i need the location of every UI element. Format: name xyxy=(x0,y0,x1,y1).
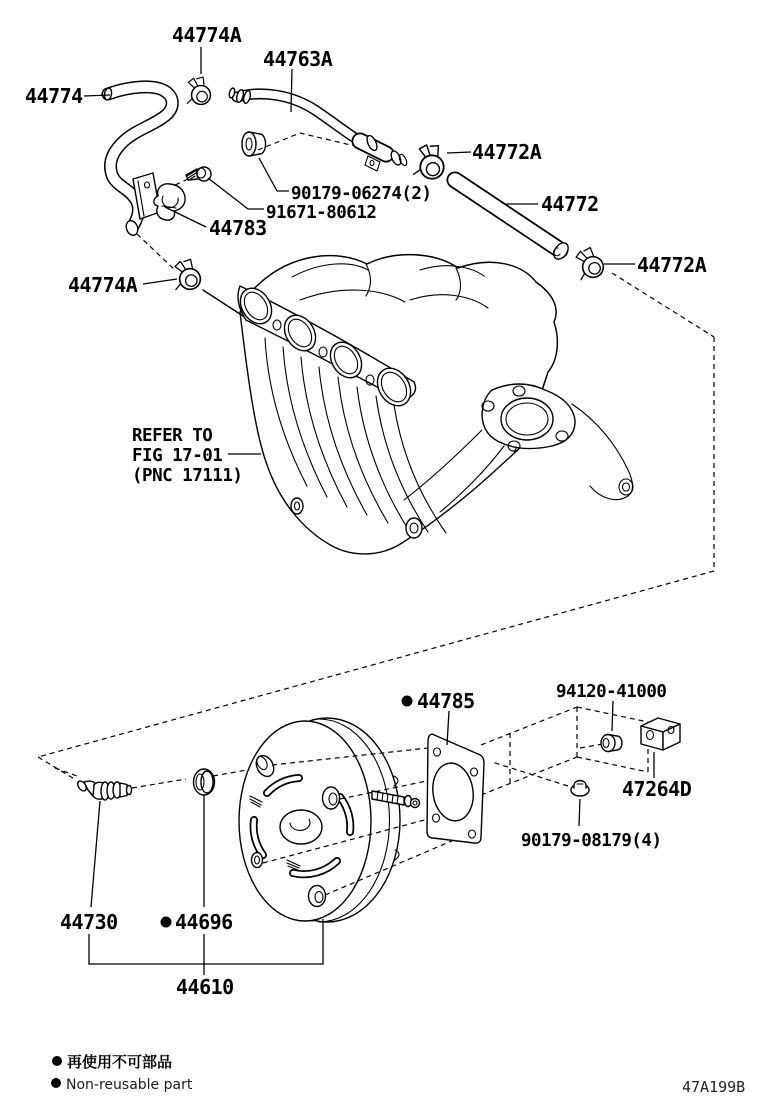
check-valve-44730-drawing xyxy=(76,779,132,800)
callout-90179-06274: 90179-06274(2) xyxy=(291,184,432,204)
intake-manifold-drawing xyxy=(234,255,633,554)
callout-90179-08179: 90179-08179(4) xyxy=(521,831,662,851)
callout-44783: 44783 xyxy=(209,216,267,240)
grommet-44696-drawing xyxy=(194,769,215,795)
callout-44785: 44785 xyxy=(417,689,475,713)
clamp-to-port-line xyxy=(203,290,243,316)
callout-44610: 44610 xyxy=(176,975,234,999)
callout-44763A: 44763A xyxy=(263,47,333,71)
non-reusable-bullet-44696 xyxy=(161,917,172,928)
nut-90179-06274-drawing xyxy=(242,132,266,156)
legend-english: Non-reusable part xyxy=(66,1077,193,1093)
booster-gasket-44785-drawing xyxy=(427,734,484,843)
callout-44774: 44774 xyxy=(25,84,83,108)
bolt-91671-80612-drawing xyxy=(186,167,211,181)
hose-clamp-44772A-2 xyxy=(573,245,605,280)
callout-44772A-2: 44772A xyxy=(637,253,707,277)
callout-94120-41000: 94120-41000 xyxy=(556,682,667,702)
brake-booster-44610-drawing xyxy=(239,718,420,922)
callout-44772: 44772 xyxy=(541,192,599,216)
non-reusable-bullet-en xyxy=(51,1078,61,1088)
nut-94120-41000-drawing xyxy=(601,735,622,752)
refer-note-line2: FIG 17-01 xyxy=(132,446,223,466)
hose-clamp-44772A-1 xyxy=(413,142,447,180)
bracket-47264D-drawing xyxy=(641,718,680,750)
callout-44774A-top: 44774A xyxy=(172,23,242,47)
hose-union-fitting xyxy=(360,134,408,171)
callout-44696: 44696 xyxy=(175,910,233,934)
drawing-code: 47A199B xyxy=(682,1078,746,1096)
callout-47264D: 47264D xyxy=(622,777,692,801)
callout-44774A-2: 44774A xyxy=(68,273,138,297)
callout-44772A-1: 44772A xyxy=(472,140,542,164)
manifold-throttle-flange xyxy=(482,384,575,451)
legend xyxy=(51,1053,745,1096)
hose-clamp-44774A-top xyxy=(187,77,210,104)
non-reusable-bullet-jp xyxy=(52,1056,62,1066)
refer-note-line3: (PNC 17111) xyxy=(132,466,243,486)
vacuum-hose-44763A-drawing xyxy=(228,88,408,171)
callout-91671-80612: 91671-80612 xyxy=(266,203,377,223)
nut-90179-08179-drawing xyxy=(571,781,589,797)
legend-japanese: 再使用不可部品 xyxy=(67,1053,173,1071)
hose-clamp-44774A-2 xyxy=(173,259,201,291)
callout-44730: 44730 xyxy=(60,910,118,934)
refer-note-line1: REFER TO xyxy=(132,426,213,446)
non-reusable-bullet-44785 xyxy=(402,696,413,707)
